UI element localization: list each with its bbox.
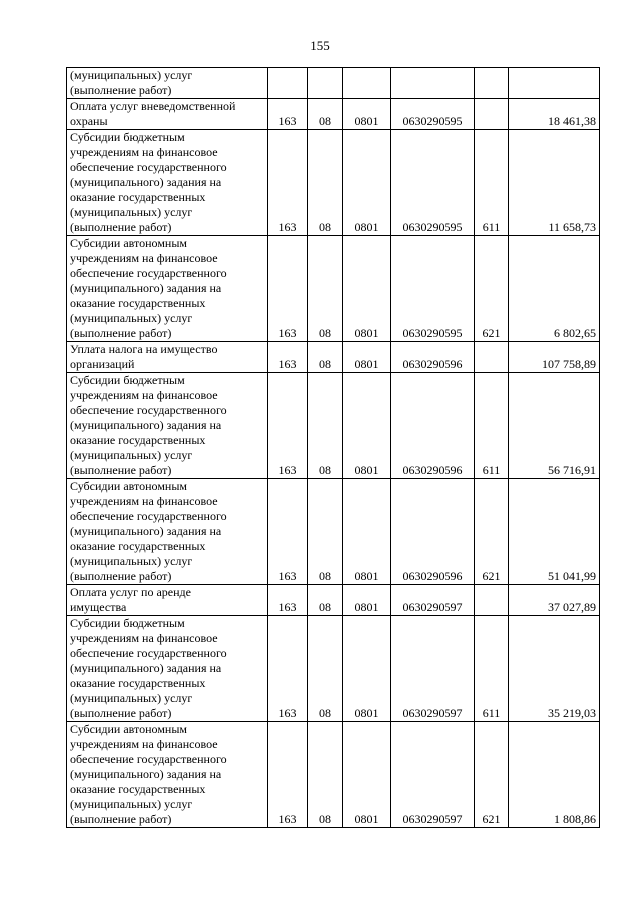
page-number: 155 [310, 38, 330, 53]
row-name-cell: Оплата услуг вневедомственной охраны [67, 99, 268, 130]
row-expense-type-cell: 611 [475, 130, 509, 236]
row-amount-cell: 6 802,65 [509, 236, 600, 342]
row-name-cell: Субсидии бюджетным учреждениям на финансовое обеспечение государственного (муниципального) задания на оказание государственных (муниципальных) услуг (выполнение работ) [67, 616, 268, 722]
table-row [67, 99, 600, 130]
row-subsection-cell: 0801 [343, 130, 391, 236]
row-name-cell: Уплата налога на имущество организаций [67, 342, 268, 373]
row-target-article-cell: 0630290597 [391, 585, 475, 616]
row-name-cell: Субсидии бюджетным учреждениям на финансовое обеспечение государственного (муниципального) задания на оказание государственных (муниципальных) услуг (выполнение работ) [67, 130, 268, 236]
row-target-article-cell: 0630290597 [391, 722, 475, 828]
row-amount-cell: 56 716,91 [509, 373, 600, 479]
row-section-cell [308, 68, 343, 99]
row-subsection-cell: 0801 [343, 616, 391, 722]
budget-table-body [67, 68, 600, 828]
row-name-cell: Субсидии автономным учреждениям на финансовое обеспечение государственного (муниципального) задания на оказание государственных (муниципальных) услуг (выполнение работ) [67, 236, 268, 342]
table-row [67, 236, 600, 342]
row-subsection-cell: 0801 [343, 342, 391, 373]
row-target-article-cell: 0630290595 [391, 99, 475, 130]
row-subsection-cell [343, 68, 391, 99]
row-gr-cell: 163 [268, 722, 308, 828]
table-row [67, 373, 600, 479]
row-section-cell: 08 [308, 236, 343, 342]
row-amount-cell: 107 758,89 [509, 342, 600, 373]
row-section-cell: 08 [308, 99, 343, 130]
table-row [67, 342, 600, 373]
table-row [67, 616, 600, 722]
row-gr-cell: 163 [268, 99, 308, 130]
row-target-article-cell: 0630290596 [391, 479, 475, 585]
row-amount-cell: 11 658,73 [509, 130, 600, 236]
row-gr-cell: 163 [268, 236, 308, 342]
row-gr-cell: 163 [268, 479, 308, 585]
row-expense-type-cell: 611 [475, 616, 509, 722]
row-subsection-cell: 0801 [343, 722, 391, 828]
row-gr-cell: 163 [268, 616, 308, 722]
row-gr-cell: 163 [268, 373, 308, 479]
row-gr-cell [268, 68, 308, 99]
row-section-cell: 08 [308, 373, 343, 479]
row-section-cell: 08 [308, 722, 343, 828]
table-row [67, 585, 600, 616]
table-row [67, 68, 600, 99]
row-expense-type-cell: 611 [475, 373, 509, 479]
row-section-cell: 08 [308, 585, 343, 616]
row-target-article-cell: 0630290597 [391, 616, 475, 722]
row-amount-cell: 35 219,03 [509, 616, 600, 722]
row-subsection-cell: 0801 [343, 373, 391, 479]
row-gr-cell: 163 [268, 130, 308, 236]
row-name-cell: Субсидии автономным учреждениям на финансовое обеспечение государственного (муниципального) задания на оказание государственных (муниципальных) услуг (выполнение работ) [67, 479, 268, 585]
row-amount-cell: 1 808,86 [509, 722, 600, 828]
row-amount-cell [509, 68, 600, 99]
row-subsection-cell: 0801 [343, 585, 391, 616]
row-gr-cell: 163 [268, 342, 308, 373]
row-target-article-cell [391, 68, 475, 99]
row-section-cell: 08 [308, 616, 343, 722]
row-section-cell: 08 [308, 342, 343, 373]
row-gr-cell: 163 [268, 585, 308, 616]
row-section-cell: 08 [308, 479, 343, 585]
table-row [67, 479, 600, 585]
table-row [67, 722, 600, 828]
row-name-cell: Субсидии автономным учреждениям на финансовое обеспечение государственного (муниципального) задания на оказание государственных (муниципальных) услуг (выполнение работ) [67, 722, 268, 828]
row-expense-type-cell: 621 [475, 479, 509, 585]
row-subsection-cell: 0801 [343, 99, 391, 130]
row-subsection-cell: 0801 [343, 479, 391, 585]
row-amount-cell: 18 461,38 [509, 99, 600, 130]
row-target-article-cell: 0630290596 [391, 373, 475, 479]
row-amount-cell: 37 027,89 [509, 585, 600, 616]
row-subsection-cell: 0801 [343, 236, 391, 342]
row-amount-cell: 51 041,99 [509, 479, 600, 585]
row-expense-type-cell: 621 [475, 236, 509, 342]
row-name-cell: (муниципальных) услуг (выполнение работ) [67, 68, 268, 99]
row-expense-type-cell: 621 [475, 722, 509, 828]
row-name-cell: Субсидии бюджетным учреждениям на финансовое обеспечение государственного (муниципального) задания на оказание государственных (муниципальных) услуг (выполнение работ) [67, 373, 268, 479]
budget-table [66, 67, 600, 828]
row-target-article-cell: 0630290595 [391, 130, 475, 236]
row-expense-type-cell [475, 585, 509, 616]
row-target-article-cell: 0630290595 [391, 236, 475, 342]
row-target-article-cell: 0630290596 [391, 342, 475, 373]
row-name-cell: Оплата услуг по аренде имущества [67, 585, 268, 616]
row-expense-type-cell [475, 99, 509, 130]
row-expense-type-cell [475, 342, 509, 373]
table-row [67, 130, 600, 236]
row-section-cell: 08 [308, 130, 343, 236]
row-expense-type-cell [475, 68, 509, 99]
